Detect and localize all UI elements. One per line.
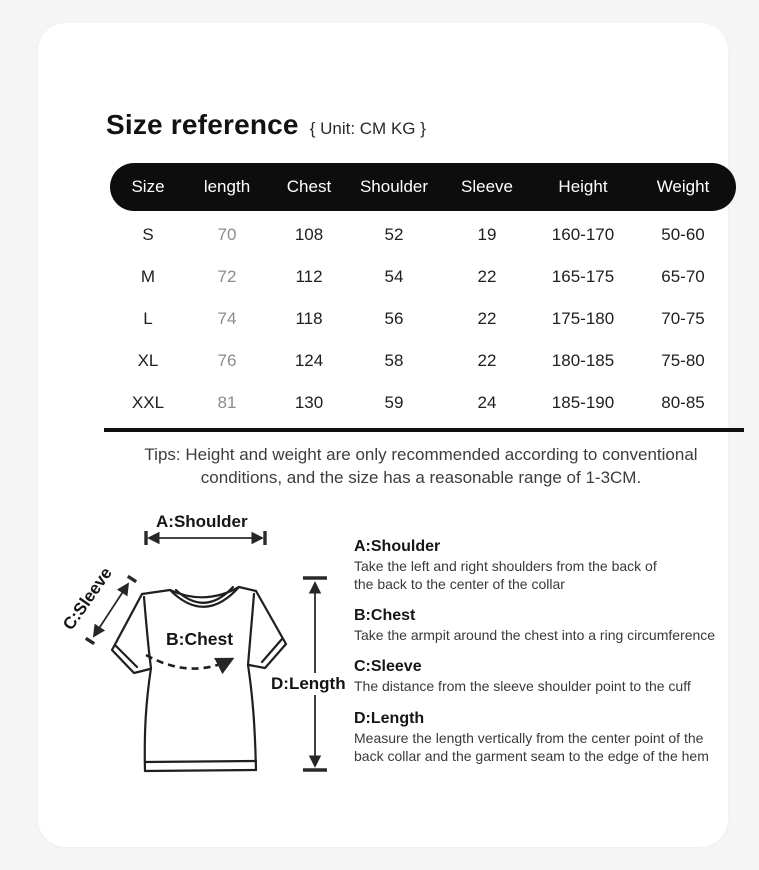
guide-line: Take the left and right shoulders from the back of (354, 558, 657, 574)
guide-line: the back to the center of the collar (354, 576, 565, 592)
table-cell: 70-75 (661, 309, 705, 328)
guide-section-shoulder (354, 537, 759, 593)
guide-section-chest (354, 606, 759, 644)
guide-heading: D:Length (354, 710, 425, 727)
guide-line: Take the armpit around the chest into a ring circumference (354, 627, 716, 643)
column-header-length: length (203, 177, 251, 196)
size-reference-card (38, 23, 728, 847)
table-cell: 76 (217, 351, 237, 370)
column-header-shoulder: Shoulder (359, 177, 429, 196)
table-cell: 80-85 (661, 393, 705, 412)
table-cell: 22 (477, 267, 497, 286)
table-cell: 19 (477, 225, 497, 244)
guide-line: The distance from the sleeve shoulder point to the cuff (354, 678, 691, 694)
column-header-height: Height (558, 177, 608, 196)
guide-heading: C:Sleeve (354, 658, 422, 675)
column-header-size: Size (131, 177, 165, 196)
table-cell: 112 (295, 267, 323, 286)
table-cell: XXL (131, 393, 165, 412)
diagram-chest-label: B:Chest (166, 629, 234, 649)
unit-note: { Unit: CM KG } (309, 119, 426, 138)
table-cell: 72 (217, 267, 237, 286)
guide-heading: B:Chest (354, 607, 416, 624)
tips-line: Tips: Height and weight are only recommended according to conventional (144, 445, 698, 464)
table-cell: 118 (295, 309, 323, 328)
guide-heading: A:Shoulder (354, 538, 441, 555)
measure-guide (354, 533, 759, 765)
diagram-sleeve-label: C:Sleeve (59, 563, 116, 634)
table-cell: 160-170 (551, 225, 615, 244)
table-cell: XL (137, 351, 159, 370)
table-cell: 50-60 (661, 225, 705, 244)
table-cell: 65-70 (661, 267, 705, 286)
table-cell: 175-180 (551, 309, 615, 328)
table-row-l (110, 298, 736, 340)
guide-line: back collar and the garment seam to the edge of the hem (354, 748, 709, 764)
guide-section-length (354, 709, 759, 765)
page-title: Size reference (106, 109, 299, 140)
table-cell: 70 (217, 225, 237, 244)
shoulder-arrow (146, 531, 265, 545)
size-table-body (110, 214, 736, 424)
table-cell: 165-175 (551, 267, 615, 286)
table-cell: 52 (384, 225, 404, 244)
table-cell: 58 (384, 351, 404, 370)
table-row-xl (110, 340, 736, 382)
table-cell: 124 (294, 351, 324, 370)
table-cell: 81 (217, 393, 237, 412)
table-cell: 59 (384, 393, 404, 412)
chest-dashed-arrow (146, 655, 232, 669)
table-cell: 54 (384, 267, 404, 286)
table-row-s (110, 214, 736, 256)
table-cell: 130 (294, 393, 324, 412)
table-cell: 108 (294, 225, 324, 244)
tshirt-outline (112, 587, 286, 771)
column-header-weight: Weight (656, 177, 710, 196)
table-cell: 22 (477, 309, 497, 328)
title-row (106, 109, 426, 141)
table-cell: 24 (477, 393, 497, 412)
table-bottom-rule (104, 428, 744, 432)
size-table-header (110, 163, 736, 211)
table-cell: M (140, 267, 156, 286)
table-row-xxl (110, 382, 736, 424)
guide-line: Measure the length vertically from the center point of the (354, 730, 704, 746)
table-cell: 56 (384, 309, 404, 328)
tips-text (76, 444, 759, 489)
table-cell: 74 (217, 309, 237, 328)
diagram-shoulder-label: A:Shoulder (156, 512, 248, 531)
table-cell: 180-185 (551, 351, 615, 370)
column-header-chest: Chest (286, 177, 332, 196)
table-cell: S (142, 225, 154, 244)
diagram-length-label: D:Length (271, 673, 349, 695)
table-row-m (110, 256, 736, 298)
guide-section-sleeve (354, 657, 759, 695)
table-cell: L (143, 309, 153, 328)
column-header-sleeve: Sleeve (461, 177, 513, 196)
table-cell: 22 (477, 351, 497, 370)
tshirt-measurement-diagram (66, 506, 358, 798)
table-cell: 75-80 (661, 351, 705, 370)
table-cell: 185-190 (551, 393, 615, 412)
tips-line: conditions, and the size has a reasonable range of 1-3CM. (200, 467, 642, 487)
